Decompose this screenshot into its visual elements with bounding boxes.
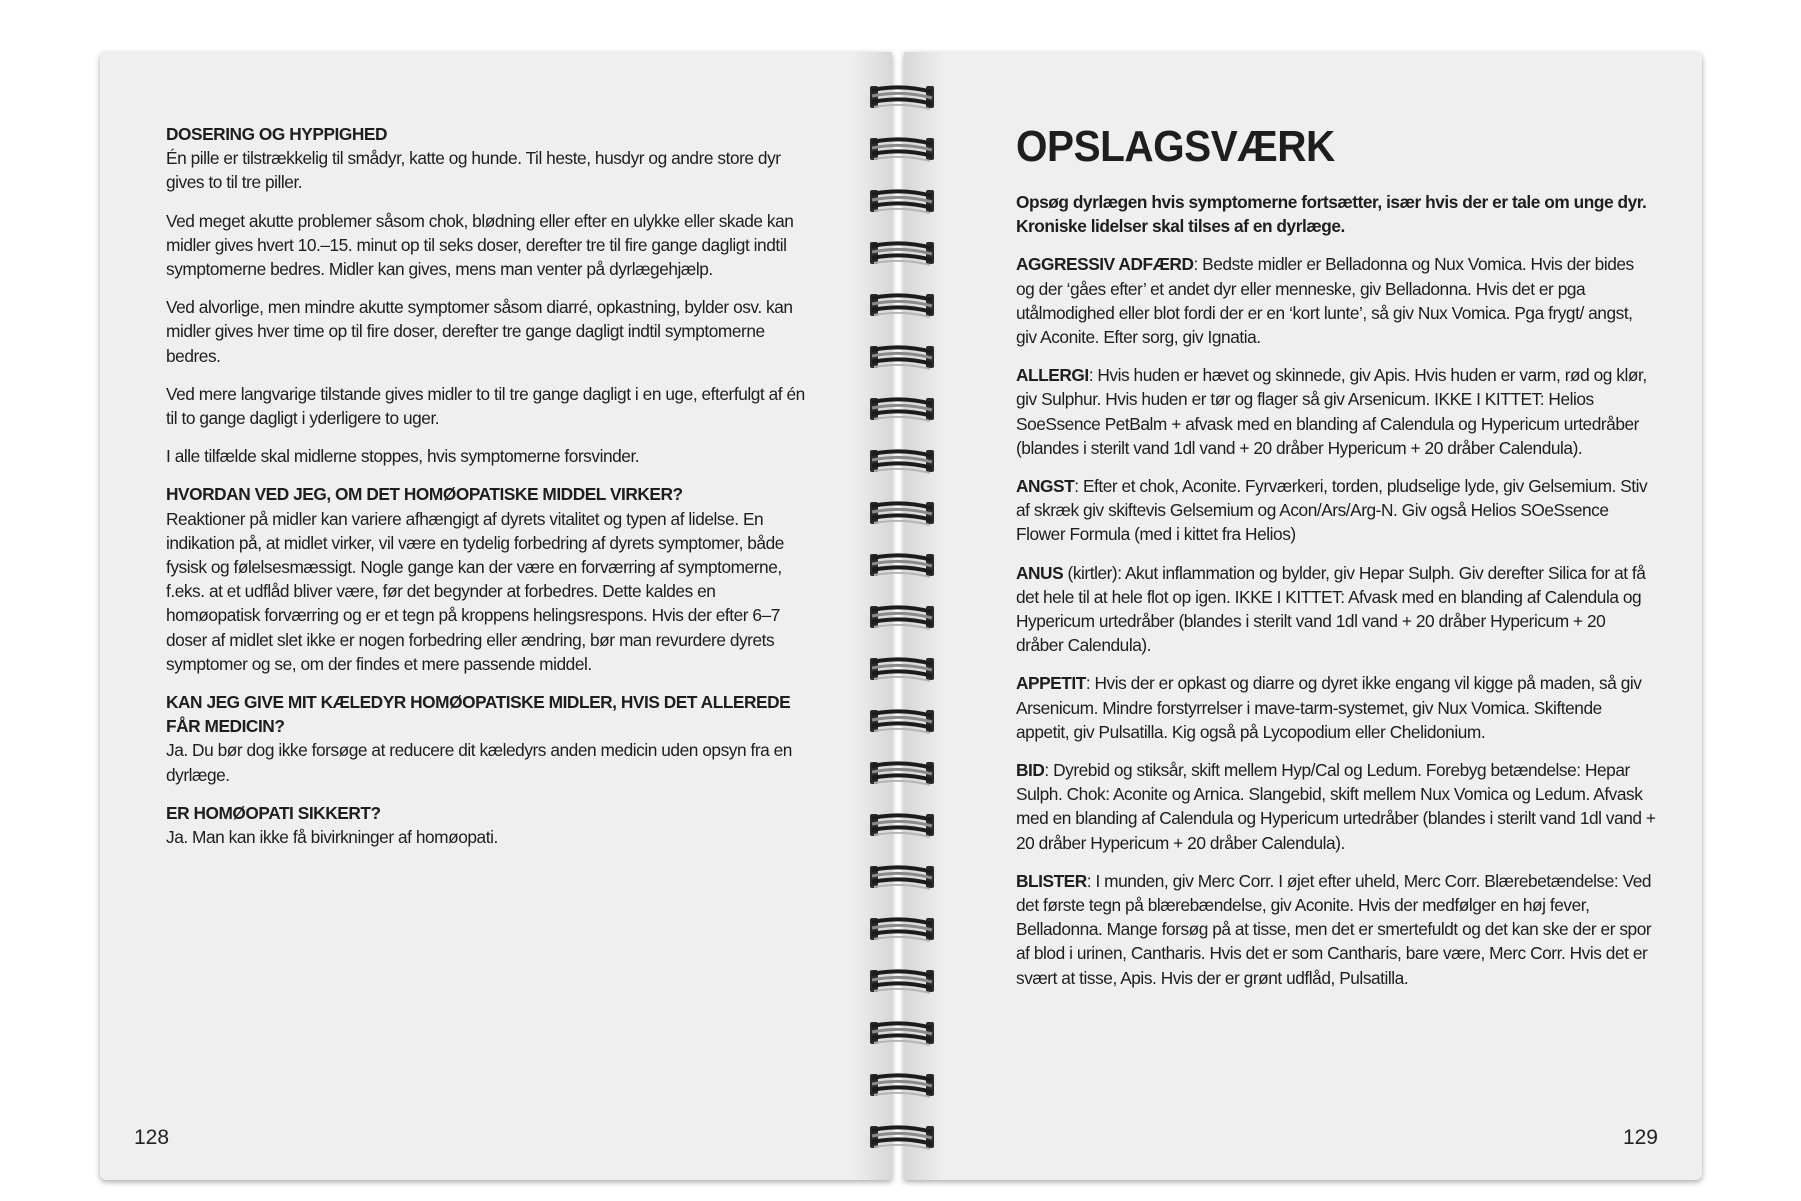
spiral-ring (864, 914, 940, 944)
section-text: Reaktioner på midler kan variere afhængigt af dyrets vitalitet og typen af lidelse. En indikation på, at midlet virker, vil være en tydelig forbedring af dyrets symptomer, både fysisk og følelsesmæssigt. Nogle gange kan der være en forværring af symptomerne, f.eks. at et udflåd bliver være, før det begynder at forbedres. Dette kaldes en homøopatisk forværring og er et tegn på kroppens helingsrespons. Hvis der efter 6–7 doser af midlet slet ikke er nogen forbedring eller ændring, bør man revurdere dyrets symptomer og se, om der findes et mere passende middel. (166, 508, 784, 674)
page-number: 129 (1622, 1126, 1658, 1149)
entry-text: : I munden, giv Merc Corr. I øjet efter uheld, Merc Corr. Blærebetændelse: Ved det første tegn på blærebændelse, giv Aconite. Hvis der medfølger en høj fever, Belladonna. Mange forsøg på at tisse, men det er smertefuldt og det kan ske der er spor af blod i urinen, Cantharis. Hvis det er som Cantharis, bare være, Merc Corr. Hvis det er svært at tisse, Apis. Hvis der er grønt udflåd, Pulsatilla. (1016, 870, 1652, 988)
entry-text: : Bedste midler er Belladonna og Nux Vomica. Hvis der bides og der ‘gåes efter’ et andet dyr eller menneske, giv Belladonna. Hvis det er pga utålmodighed eller blot fordi der er en ‘kort lunte’, så giv Nux Vomica. Pga frygt/ angst, giv Aconite. Efter sorg, giv Ignatia. (1016, 254, 1634, 348)
entry-appetite (1016, 671, 1656, 744)
spiral-binding (864, 82, 940, 1172)
entry-text: : Hvis der er opkast og diarre og dyret ikke engang vil kigge på maden, så giv Arsenicum. Mindre forstyrrelser i mave-tarm-systemet, giv Nux Vomica. Skiftende appetit, giv Pulsatilla. Kig også på Lycopodium eller Chelidonium. (1016, 673, 1642, 742)
left-page (100, 52, 892, 1180)
section-heading: ER HOMØOPATI SIKKERT? (166, 802, 381, 823)
section-heading: HVORDAN VED JEG, OM DET HOMØOPATISKE MIDDEL VIRKER? (166, 484, 683, 505)
entry-text: : Efter et chok, Aconite. Fyrværkeri, torden, pludselige lyde, giv Gelsemium. Stiv af skræk giv skiftevis Gelsemium og Acon/Ars/Arg-N. Giv også Helios SOeSsence Flower Formula (med i kittet fra Helios) (1016, 476, 1648, 545)
paragraph-longterm (166, 382, 806, 430)
spiral-ring (864, 602, 940, 632)
spiral-ring (864, 1070, 940, 1100)
right-page-content (1016, 122, 1656, 1004)
section-heading: DOSERING OG HYPPIGHED (166, 124, 388, 144)
entry-text: : Dyrebid og stiksår, skift mellem Hyp/Cal og Ledum. Forebyg betændelse: Hepar Sulph. Chok: Aconite og Arnica. Slangebid, skift mellem Nux Vomica og Ledum. Afvask med en blanding af Calendula og Hypericum urtedråber (blandes i sterilt vand 1dl vand + 20 dråber Hypericum + 20 dråber Calendula). (1016, 760, 1656, 853)
entry-text: : Hvis huden er hævet og skinnede, giv Apis. Hvis huden er varm, rød og klør, giv Sulphur. Hvis huden er tør og flager så giv Arsenicum. IKKE I KITTET: Helios SoeSsence PetBalm + afvask med en blanding af Calendula og Hypericum urtedråber (blandes i sterilt vand 1dl vand + 20 dråber Hypericum + 20 dråber Calendula). (1016, 365, 1647, 458)
spiral-ring (864, 966, 940, 996)
section-text: Én pille er tilstrækkelig til smådyr, katte og hunde. Til heste, husdyr og andre store dyr gives to til tre piller. (166, 148, 781, 193)
section-text: Ved mere langvarige tilstande gives midler to til tre gange dagligt i en uge, efterfulgt af én til to gange dagligt i yderligere to uger. (166, 383, 805, 429)
entry-blister (1016, 869, 1656, 990)
entry-aggressive (1016, 252, 1656, 349)
entry-term: BID (1016, 760, 1045, 781)
spiral-ring (864, 238, 940, 268)
spiral-ring (864, 862, 940, 892)
entry-term: APPETIT (1016, 673, 1086, 694)
section-safe (166, 801, 806, 849)
spiral-ring (864, 134, 940, 164)
spiral-ring (864, 758, 940, 788)
spiral-ring (864, 446, 940, 476)
spiral-ring (864, 82, 940, 112)
section-text: Ja. Du bør dog ikke forsøge at reducere dit kæledyrs anden medicin uden opsyn fra en dyrlæge. (166, 740, 792, 785)
section-text: Ved meget akutte problemer såsom chok, blødning eller efter en ulykke eller skade kan midler gives hvert 10.–15. minut op til seks doser, derefter tre til fire gange dagligt indtil symptomerne bedres. Midler kan gives, mens man venter på dyrlægehjælp. (166, 210, 794, 280)
section-dosing (166, 122, 806, 195)
section-text: I alle tilfælde skal midlerne stoppes, hvis symptomerne forsvinder. (166, 446, 640, 467)
entry-allergy (1016, 363, 1656, 460)
entry-term: ANGST (1016, 476, 1075, 497)
intro-text: Opsøg dyrlægen hvis symptomerne fortsætter, især hvis der er tale om unge dyr. Kroniske lidelser skal tilses af en dyrlæge. (1016, 192, 1647, 237)
section-text: Ved alvorlige, men mindre akutte symptomer såsom diarré, opkastning, bylder osv. kan midler gives hver time op til fire doser, derefter tre gange dagligt indtil symptomerne bedres. (166, 297, 793, 366)
paragraph-serious (166, 295, 806, 368)
right-page (904, 52, 1702, 1180)
page-number: 128 (134, 1126, 170, 1149)
spiral-ring (864, 1122, 940, 1152)
section-heading: KAN JEG GIVE MIT KÆLEDYR HOMØOPATISKE MIDLER, HVIS DET ALLEREDE FÅR MEDICIN? (166, 692, 791, 737)
spiral-ring (864, 290, 940, 320)
spiral-ring (864, 654, 940, 684)
spiral-ring (864, 810, 940, 840)
left-page-content (166, 122, 806, 863)
spiral-ring (864, 706, 940, 736)
paragraph-acute (166, 209, 806, 282)
spiral-ring (864, 394, 940, 424)
spiral-ring (864, 498, 940, 528)
entry-term: BLISTER (1016, 870, 1087, 891)
section-medicine (166, 690, 806, 787)
spiral-ring (864, 186, 940, 216)
spiral-ring (864, 1018, 940, 1048)
entry-term: ANUS (1016, 562, 1064, 583)
entry-anus (1016, 561, 1656, 658)
section-how-know (166, 482, 806, 676)
entry-bite (1016, 758, 1656, 855)
paragraph-stop (166, 444, 806, 468)
entry-term: AGGRESSIV ADFÆRD (1016, 254, 1194, 275)
page-title: OPSLAGSVÆRK (1016, 122, 1335, 171)
entry-term: ALLERGI (1016, 365, 1089, 386)
spiral-ring (864, 550, 940, 580)
section-text: Ja. Man kan ikke få bivirkninger af homøopati. (166, 827, 498, 848)
entry-anxiety (1016, 474, 1656, 547)
entry-text: (kirtler): Akut inflammation og bylder, giv Hepar Sulph. Giv derefter Silica for at få det hele til at hele flot op igen. IKKE I KITTET: Afvask med en blanding af Calendula og Hypericum urtedråber (blandes i sterilt vand 1dl vand + 20 dråber Hypericum + 20 dråber Calendula). (1016, 562, 1646, 656)
spiral-ring (864, 342, 940, 372)
